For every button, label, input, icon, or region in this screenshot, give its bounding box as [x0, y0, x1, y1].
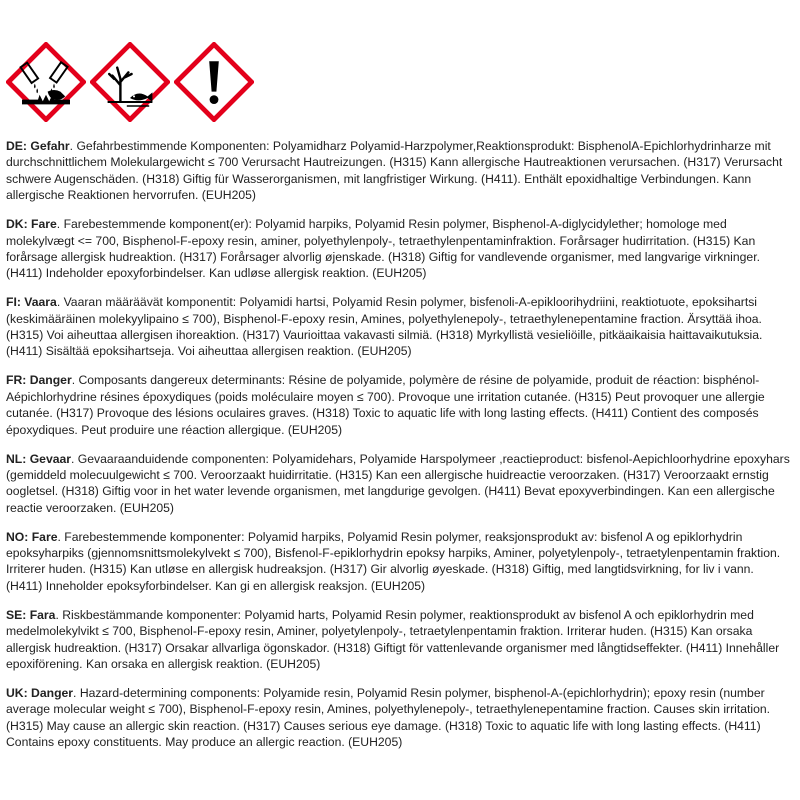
statement-uk — [6, 685, 792, 751]
statement-text: . Farebestemmende komponent(er): Polyamid harpiks, Polyamid Resin polymer, Bisphenol-A-diglycidylether; homologe med molekylvægt <= 700, Bisphenol-F-epoxy resin, aminer, polyethylenpoly-, tetraethylenpentaminfraktion. Forårsager hudirritation. (H315) Kan forårsage allergisk hudreaktion. (H317) Forårsager alvorlig øjenskade. (H318) Giftig for vandlevende organismer, med langvarige virkninger. (H411) Indeholder epoxyforbindelser. Kan udløse allergisk reaktion. (EUH205) — [6, 217, 760, 281]
language-signal-word: FI: Vaara — [6, 295, 57, 310]
statement-text: . Vaaran määräävät komponentit: Polyamidi hartsi, Polyamid Resin polymer, bisfenoli-A-epikloorihydriini, reaktiotuote, epoksihartsi (keskimääräinen molekyylipaino ≤ 700), Bisphenol-F-epoxy resin, Amines, polyethylenepoly-, tetraethylenepentamine fraction. Ärsyttää ihoa. (H315) Voi aiheuttaa allergisen ihoreaktion. (H317) Vaurioittaa vakavasti silmiä. (H318) Myrkyllistä vesieliöille, pitkäaikaisia haittavaikutuksia. (H411) Sisältää epoksihartseja. Voi aiheuttaa allergisen reaktion. (EUH205) — [6, 295, 763, 359]
statement-text: . Hazard-determining components: Polyamide resin, Polyamid Resin polymer, bisphenol-A-(epichlorhydrin); epoxy resin (number average molecular weight ≤ 700), Bisphenol-F-epoxy resin, Amines, polyethylenepoly-, tetraethylenepentamine fraction. Causes skin irritation. (H315) May cause an allergic skin reaction. (H317) Causes serious eye damage. (H318) Toxic to aquatic life with long lasting effects. (H411) Contains epoxy constituents. May produce an allergic reaction. (EUH205) — [6, 685, 771, 750]
statement-text: . Composants dangereux determinants: Résine de polyamide, polymère de résine de polyamide, produit de réaction: bisphénol-Aépichlorhydrine résines époxydiques (poids moléculaire moyen ≤ 700). Provoque une irritation cutanée. (H315) Peut provoquer une allergie cutanée. (H317) Provoque des lésions oculaires graves. (H318) Toxic to aquatic life with long lasting effects. (H411) Contient des composés époxydiques. Peut produire une réaction allergique. (EUH205) — [6, 373, 765, 437]
language-signal-word: UK: Danger — [6, 685, 74, 700]
statement-text: . Gevaaraanduidende componenten: Polyamidehars, Polyamide Harspolymeer ,reactieproduct: bisfenol-Aepichloorhydrine epoxyhars (gemiddeld molecuulgewicht ≤ 700. Veroorzaakt huidirritatie. (H315) Kan een allergische huidreactie veroorzaken. (H317) Veroorzaakt ernstig oogletsel. (H318) Giftig voor in het water levende organismen, met langdurige gevolgen. (H411) Bevat epoxyverbindingen. Kan een allergische reactie veroorzaken. (EUH205) — [6, 451, 790, 515]
statement-de — [6, 138, 792, 204]
language-signal-word: SE: Fara — [6, 607, 56, 622]
hazard-statements — [6, 138, 792, 763]
corrosion-icon — [6, 42, 86, 122]
statement-text: . Riskbestämmande komponenter: Polyamid harts, Polyamid Resin polymer, reaktionsprodukt av bisfenol A och epiklorhydrin med medelmolekylvikt ≤ 700, Bisphenol-F-epoxy resin, Aminer, polyetylenpoly-, tetraetylenpentamin fraktion. Irriterar huden. (H315) Kan orsaka allergisk hudreaktion. (H317) Orsakar allvarliga ögonskador. (H318) Giftigt för vattenlevande organismer med långtidseffekter. (H411) Innehåller epoxiförening. Kan orsaka en allergisk reaktion. (EUH205) — [6, 607, 780, 671]
language-signal-word: NL: Gevaar — [6, 451, 72, 466]
environment-icon — [90, 42, 170, 122]
statement-nl — [6, 451, 792, 517]
statement-text: . Farebestemmende komponenter: Polyamid harpiks, Polyamid Resin polymer, reaksjonsprodukt av: bisfenol A og epiklorhydrin epoksyharpiks (gjennomsnittsmolekylvekt ≤ 700), Bisfenol-F-epiklorhydrin epoksy harpiks, Aminer, polyetylenpoly-, tetraetylenpentamin fraktion. Irriterer huden. (H315) Kan utløse en allergisk hudreaksjon. (H317) Gir alvorlig øyeskade. (H318) Giftig, med langtidsvirkning, for liv i vann. (H411) Inneholder epoksyforbindelser. Kan gi en allergisk reaksjon. (EUH205) — [6, 529, 781, 593]
language-signal-word: DK: Fare — [6, 217, 57, 232]
statement-text: . Gefahrbestimmende Komponenten: Polyamidharz Polyamid-Harzpolymer,Reaktionsprodukt: BisphenolA-Epichlorhydrinharze mit durchschnittlichem Molekulargewicht ≤ 700 Verursacht Hautreizungen. (H315) Kann allergische Hautreaktionen verursachen. (H317) Verursacht schwere Augenschäden. (H318) Giftig für Wasserorganismen, mit langfristiger Wirkung. (H411). Enthält epoxidhaltige Verbindungen. Kann allergische Reaktionen hervorrufen. (EUH205) — [6, 139, 783, 203]
language-signal-word: NO: Fare — [6, 529, 58, 544]
language-signal-word: FR: Danger — [6, 373, 72, 388]
exclamation-mark-icon — [174, 42, 254, 122]
language-signal-word: DE: Gefahr — [6, 139, 70, 153]
statement-fi — [6, 294, 792, 360]
statement-no — [6, 529, 792, 595]
statement-fr — [6, 372, 792, 438]
statement-se — [6, 607, 792, 673]
statement-dk — [6, 216, 792, 282]
